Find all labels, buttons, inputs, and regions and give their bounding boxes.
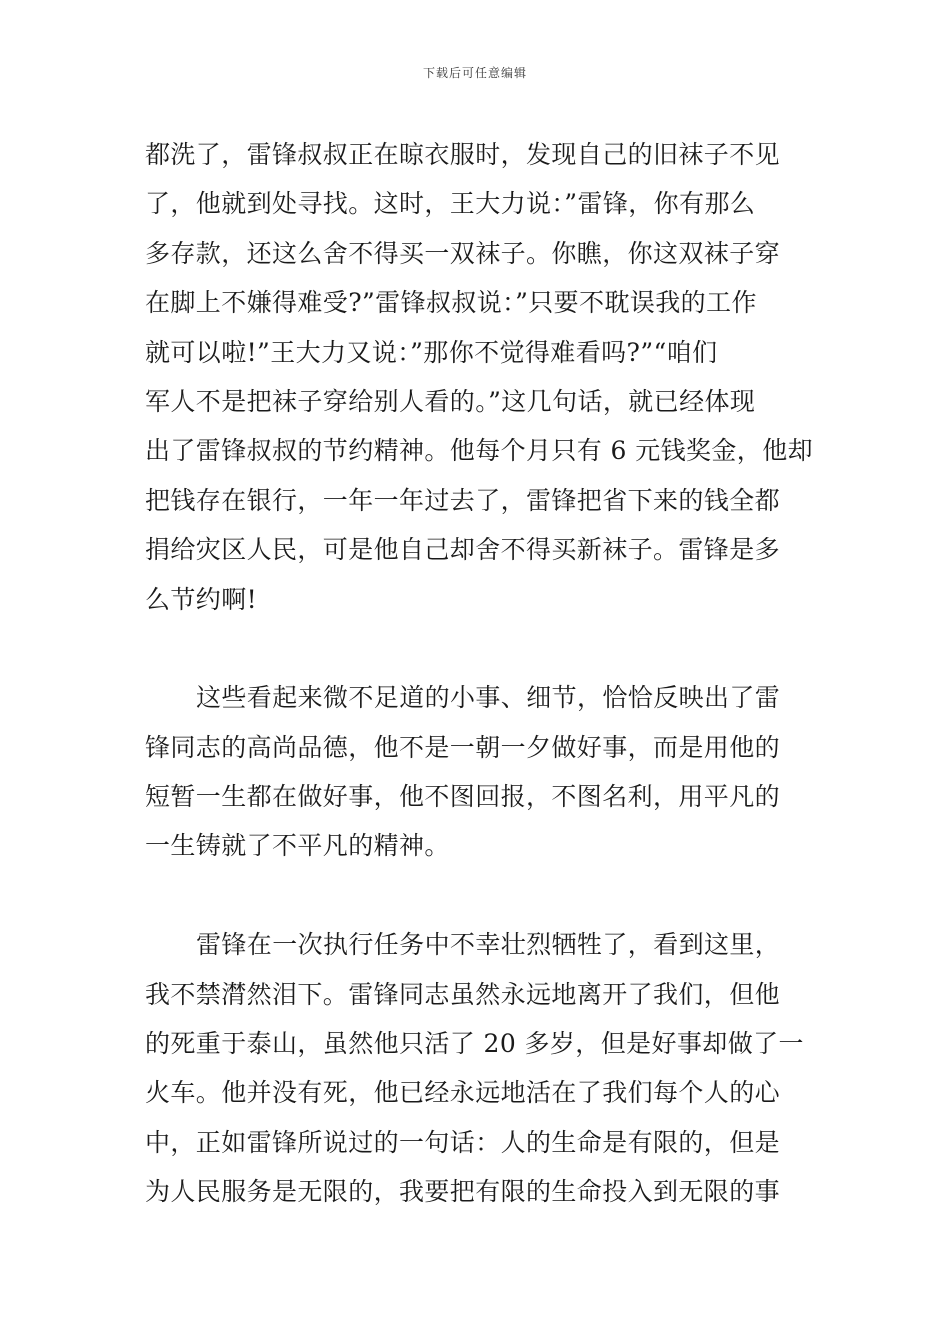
paragraph-3 <box>145 920 810 1216</box>
text-line: 我不禁潸然泪下。雷锋同志虽然永远地离开了我们，但他 <box>145 979 781 1009</box>
paragraph-spacer <box>145 624 810 673</box>
page-header: 下载后可任意编辑 <box>422 66 527 80</box>
text-line: 锋同志的高尚品德，他不是一朝一夕做好事，而是用他的 <box>145 732 781 762</box>
text-line: 军人不是把袜子穿给别人看的。”这几句话，就已经体现 <box>145 386 756 416</box>
text-line: 一生铸就了不平凡的精神。 <box>145 831 450 861</box>
paragraph-spacer <box>145 871 810 920</box>
text-line: 了，他就到处寻找。这时，王大力说：”雷锋，你有那么 <box>145 189 756 219</box>
text-line: 把钱存在银行，一年一年过去了，雷锋把省下来的钱全都 <box>145 485 781 515</box>
text-line: 雷锋在一次执行任务中不幸壮烈牺牲了，看到这里， <box>196 930 781 960</box>
text-line: 捐给灾区人民，可是他自己却舍不得买新袜子。雷锋是多 <box>145 535 781 565</box>
text-line: 就可以啦!”王大力又说：”那你不觉得难看吗?”“咱们 <box>145 337 718 367</box>
text-line: 火车。他并没有死，他已经永远地活在了我们每个人的心 <box>145 1078 781 1108</box>
text-line: 都洗了，雷锋叔叔正在晾衣服时，发现自己的旧袜子不见 <box>145 140 781 169</box>
text-line: 的死重于泰山，虽然他只活了 20 多岁，但是好事却做了一 <box>145 1029 804 1059</box>
document-body <box>145 130 814 1217</box>
text-line: 在脚上不嫌得难受?”雷锋叔叔说：”只要不耽误我的工作 <box>145 288 757 318</box>
paragraph-1 <box>145 130 814 624</box>
text-line: 为人民服务是无限的，我要把有限的生命投入到无限的事 <box>145 1177 781 1207</box>
paragraph-2 <box>145 673 810 871</box>
text-line: 这些看起来微不足道的小事、细节，恰恰反映出了雷 <box>196 683 781 713</box>
text-line: 多存款，还这么舍不得买一双袜子。你瞧，你这双袜子穿 <box>145 238 781 268</box>
text-line: 短暂一生都在做好事，他不图回报，不图名利，用平凡的 <box>145 782 781 812</box>
text-line: 出了雷锋叔叔的节约精神。他每个月只有 6 元钱奖金，他却 <box>145 436 814 466</box>
text-line: 中，正如雷锋所说过的一句话：人的生命是有限的，但是 <box>145 1127 781 1157</box>
text-line: 么节约啊! <box>145 584 258 614</box>
